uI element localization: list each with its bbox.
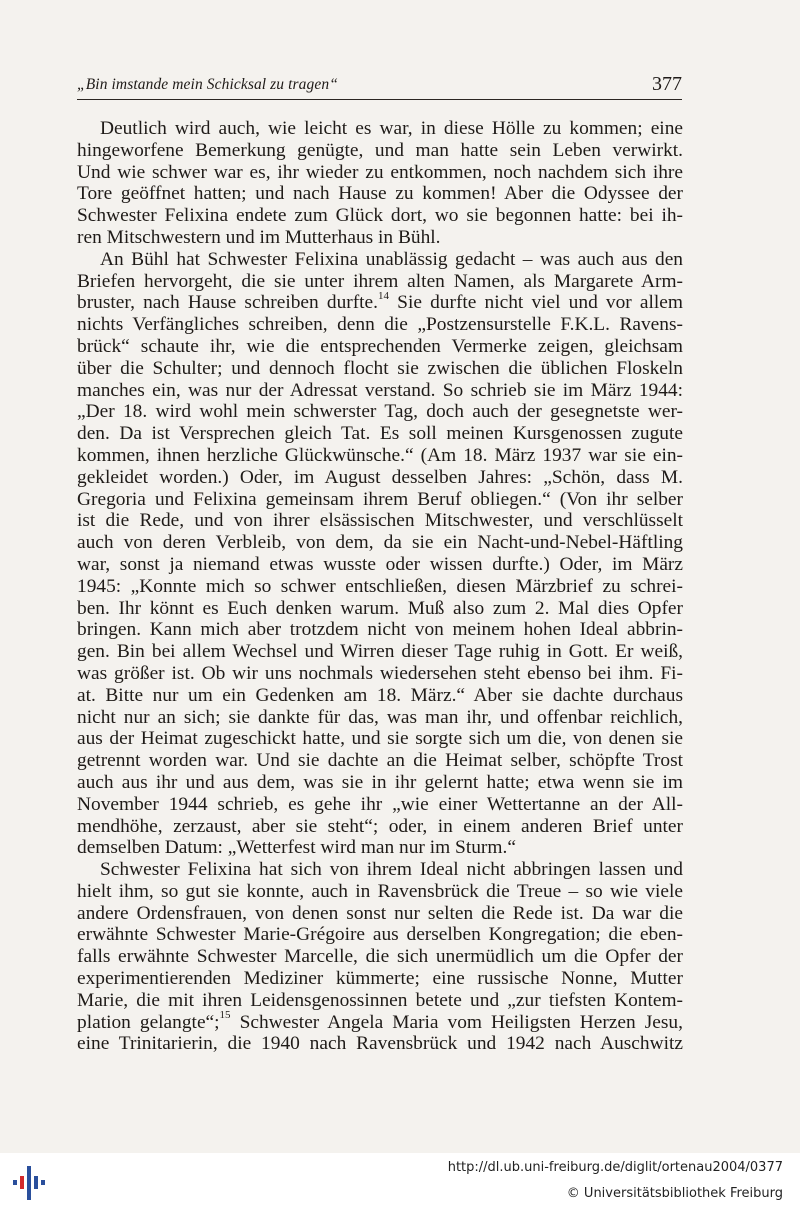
page-number: 377 bbox=[652, 73, 682, 95]
text-line: falls erwähnte Schwester Marcelle, die sich unermüdlich um die Opfer der bbox=[77, 946, 683, 968]
text-line: hingeworfene Bemerkung genügte, und man hatte sein Leben verwirkt. bbox=[77, 139, 683, 161]
text-line: experimentierenden Mediziner kümmerte; eine russische Nonne, Mutter bbox=[77, 968, 683, 990]
text-line: hielt ihm, so gut sie konnte, auch in Ravensbrück die Treue – so wie viele bbox=[77, 880, 683, 902]
text-line: gen. Bin bei allem Wechsel und Wirren dieser Tage ruhig in Gott. Er weiß, bbox=[77, 641, 683, 663]
text-line: plation gelangte“;$^{15}$ Schwester Angela Maria vom Heiligsten Herzen Jesu, bbox=[77, 1009, 683, 1033]
body-text bbox=[77, 118, 683, 1055]
text-line: getrennt worden war. Und sie dachte an die Heimat selber, schöpfte Trost bbox=[77, 750, 683, 772]
text-line: nicht nur an sich; sie dankte für das, was man ihr, und offenbar reichlich, bbox=[77, 706, 683, 728]
text-line: Deutlich wird auch, wie leicht es war, in diese Hölle zu kommen; eine bbox=[100, 118, 683, 139]
text-line: andere Ordensfrauen, von denen sonst nur selten die Rede ist. Da war die bbox=[77, 902, 683, 924]
text-line: Marie, die mit ihren Leidensgenossinnen betete und „zur tiefsten Kontem- bbox=[77, 989, 683, 1011]
ub-freiburg-logo-icon bbox=[10, 1163, 50, 1203]
text-line: nichts Verfängliches schreiben, denn die „Postzensurstelle F.K.L. Ravens- bbox=[77, 314, 683, 336]
text-line: 1945: „Konnte mich so schwer entschließen, diesen Märzbrief zu schrei- bbox=[77, 575, 683, 597]
text-line: ist die Rede, und von ihrer elsässischen Mitschwester, und verschlüsselt bbox=[77, 510, 683, 532]
permalink-url[interactable]: http://dl.ub.uni-freiburg.de/diglit/ortenau2004/0377 bbox=[447, 1160, 783, 1175]
text-line: gekleidet worden.) Oder, im August desselben Jahres: „Schön, dass M. bbox=[77, 466, 683, 488]
text-line: at. Bitte nur um ein Gedenken am 18. März.“ Aber sie dachte durchaus bbox=[77, 684, 683, 706]
text-line: erwähnte Schwester Marie-Grégoire aus derselben Kongregation; die eben- bbox=[77, 924, 683, 946]
text-line: November 1944 schrieb, es gehe ihr „wie einer Wettertanne an der All- bbox=[77, 793, 683, 815]
running-title: „Bin imstande mein Schicksal zu tragen“ bbox=[77, 76, 338, 93]
text-line: ren Mitschwestern und im Mutterhaus in Bühl. bbox=[77, 226, 441, 248]
text-line: kommen, ihnen herzliche Glückwünsche.“ (Am 18. März 1937 war sie ein- bbox=[77, 444, 683, 466]
text-line: „Der 18. wird wohl mein schwerster Tag, doch auch der gesegnetste wer- bbox=[77, 401, 683, 423]
text-line: Schwester Felixina hat sich von ihrem Ideal nicht abbringen lassen und bbox=[100, 859, 683, 881]
text-line: auch aus ihr und aus dem, was sie in ihr gelernt hatte; etwa wenn sie im bbox=[77, 771, 683, 793]
text-line: Schwester Felixina endete zum Glück dort, wo sie begonnen hatte: bei ih- bbox=[77, 205, 683, 227]
footnote-ref[interactable]: 15 bbox=[219, 1009, 231, 1022]
footnote-ref[interactable]: 14 bbox=[378, 289, 390, 302]
text-line: An Bühl hat Schwester Felixina unablässig gedacht – was auch aus den bbox=[100, 248, 683, 270]
text-line: war, sonst ja niemand etwas wusste oder wissen durfte.) Oder, im März bbox=[77, 553, 683, 575]
text-line: brück“ schaute ihr, wie die entsprechenden Vermerke zeigen, gleichsam bbox=[77, 335, 683, 357]
text-line: über die Schulter; und dennoch flocht sie zwischen die üblichen Floskeln bbox=[77, 357, 683, 379]
text-line: bruster, nach Hause schreiben durfte.$^{14}$ Sie durfte nicht viel und vor allem bbox=[77, 289, 683, 314]
text-line: Gregoria und Felixina gemeinsam ihrem Beruf obliegen.“ (Von ihr selber bbox=[77, 488, 683, 510]
text-line: Und wie schwer war es, ihr wieder zu entkommen, noch nachdem sich ihre bbox=[77, 161, 683, 183]
text-line: was größer ist. Ob wir uns nochmals wiedersehen steht ebenso bei ihm. Fi- bbox=[77, 662, 683, 684]
footer-bar bbox=[0, 1153, 800, 1212]
text-line: manches ein, was nur der Adressat verstand. So schrieb sie im März 1944: bbox=[77, 379, 683, 401]
text-line: ben. Ihr könnt es Euch denken warum. Muß also zum 2. Mal dies Opfer bbox=[77, 597, 683, 619]
text-line: den. Da ist Versprechen gleich Tat. Es soll meinen Kursgenossen zugute bbox=[77, 423, 683, 445]
text-line: bringen. Kann mich aber trotzdem nicht von meinem hohen Ideal abbrin- bbox=[77, 619, 683, 641]
text-line: auch von deren Verbleib, von dem, da sie ein Nacht-und-Nebel-Häftling bbox=[77, 532, 683, 554]
text-line: aus der Heimat zugeschickt hatte, und sie sorgte sich um die, von denen sie bbox=[77, 728, 683, 750]
running-head bbox=[77, 73, 682, 100]
text-line: Tore geöffnet hatten; und nach Hause zu kommen! Aber die Odyssee der bbox=[77, 183, 683, 205]
text-line: demselben Datum: „Wetterfest wird man nur im Sturm.“ bbox=[77, 837, 516, 859]
copyright-notice: © Universitätsbibliothek Freiburg bbox=[566, 1186, 783, 1201]
text-line: eine Trinitarierin, die 1940 nach Ravensbrück und 1942 nach Auschwitz bbox=[77, 1033, 683, 1055]
text-line: Briefen hervorgeht, die sie unter ihrem alten Namen, als Margarete Arm- bbox=[77, 270, 683, 292]
text-line: mendhöhe, zerzaust, aber sie steht“; oder, in einem anderen Brief unter bbox=[77, 815, 683, 837]
